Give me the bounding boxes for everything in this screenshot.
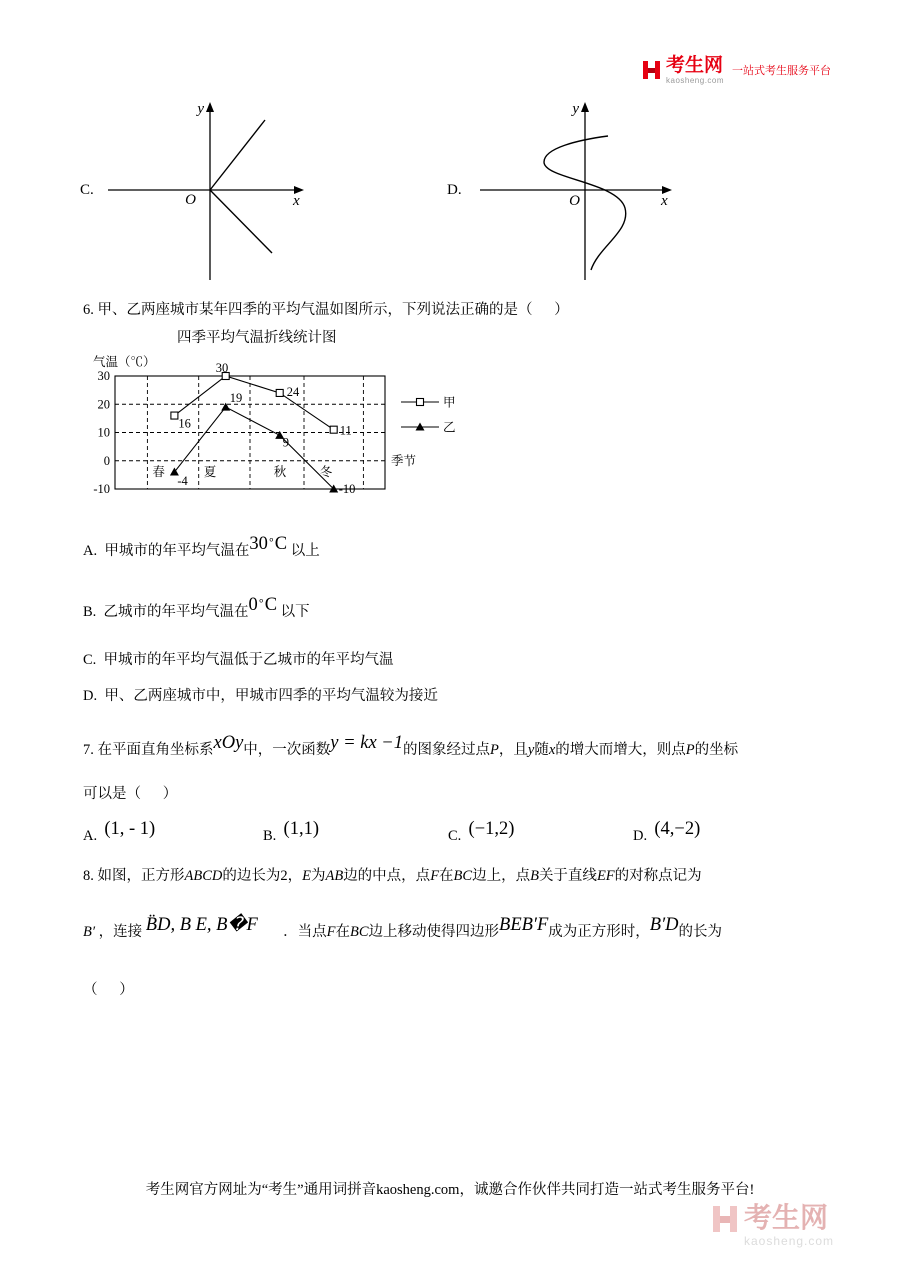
svg-text:乙: 乙 bbox=[443, 420, 456, 435]
brand-domain: kaosheng.com bbox=[666, 75, 725, 85]
svg-text:19: 19 bbox=[229, 391, 243, 406]
svg-text:16: 16 bbox=[178, 416, 191, 431]
question-8-line3: （ ） bbox=[83, 982, 134, 998]
svg-text:冬: 冬 bbox=[319, 464, 333, 479]
svg-text:夏: 夏 bbox=[203, 464, 217, 479]
option-d-label: D. bbox=[447, 182, 462, 198]
svg-text:11: 11 bbox=[339, 423, 352, 438]
q7-option-c: C. (−1,2) bbox=[448, 819, 515, 844]
svg-text:10: 10 bbox=[97, 425, 110, 440]
watermark-logo-icon bbox=[712, 1204, 738, 1234]
q6-option-c: C. 甲城市的年平均气温低于乙城市的年平均气温 bbox=[83, 652, 394, 668]
svg-text:0: 0 bbox=[103, 453, 110, 468]
season-temp-chart bbox=[85, 326, 485, 516]
d-y-axis-label: y bbox=[572, 101, 579, 117]
svg-text:秋: 秋 bbox=[273, 464, 287, 479]
svg-text:30: 30 bbox=[215, 361, 229, 375]
q6-option-a: A. 甲城市的年平均气温在30∘C 以上 bbox=[83, 534, 320, 559]
svg-text:气温（℃）: 气温（℃） bbox=[93, 355, 156, 369]
c-lower-ray bbox=[210, 190, 272, 253]
brand-tagline: 一站式考生服务平台 bbox=[732, 65, 832, 78]
q6-option-b: B. 乙城市的年平均气温在0∘C 以下 bbox=[83, 595, 310, 620]
c-x-axis-label: x bbox=[293, 193, 300, 209]
kaosheng-logo bbox=[642, 56, 831, 85]
svg-text:24: 24 bbox=[286, 384, 300, 399]
q6-option-d: D. 甲、乙两座城市中，甲城市四季的平均气温较为接近 bbox=[83, 688, 438, 704]
footer-note: 考生网官方网址为“考生”通用词拼音kaosheng.com，诚邀合作伙伴共同打造一站式考生服务平台! bbox=[145, 1182, 755, 1198]
c-upper-ray bbox=[210, 120, 265, 190]
watermark-domain: kaosheng.com bbox=[744, 1234, 835, 1248]
d-origin-label: O bbox=[569, 193, 580, 209]
svg-text:季节: 季节 bbox=[391, 453, 417, 468]
question-8-line2: B′ ，连接 B̈D, B E, B�F ．当点F在BC边上移动使得四边形BEB′F成为正方形时，B′D的长为 bbox=[83, 915, 722, 940]
d-y-arrow-icon bbox=[581, 102, 589, 112]
svg-text:9: 9 bbox=[282, 435, 289, 450]
question-8-line1: 8. 如图，正方形ABCD的边长为2，E为AB边的中点，点F在BC边上，点B关于直线EF的对称点记为 bbox=[83, 868, 702, 884]
c-origin-label: O bbox=[185, 192, 196, 208]
svg-text:-10: -10 bbox=[338, 482, 356, 496]
question-7-line2: 可以是（ ） bbox=[83, 786, 178, 802]
c-y-axis-label: y bbox=[197, 101, 204, 117]
svg-text:甲: 甲 bbox=[443, 395, 456, 410]
option-c-label: C. bbox=[80, 182, 94, 198]
kaosheng-logo-icon bbox=[642, 59, 662, 81]
brand-name: 考生网 bbox=[666, 55, 724, 76]
q7-option-d: D. (4,−2) bbox=[633, 819, 701, 844]
svg-text:春: 春 bbox=[152, 464, 165, 479]
svg-text:30: 30 bbox=[97, 369, 110, 383]
svg-text:四季平均气温折线统计图: 四季平均气温折线统计图 bbox=[177, 330, 337, 346]
d-x-axis-label: x bbox=[661, 193, 668, 209]
svg-text:-4: -4 bbox=[177, 474, 188, 489]
c-y-arrow-icon bbox=[206, 102, 214, 112]
option-d-graph bbox=[468, 98, 683, 283]
q7-option-b: B. (1,1) bbox=[263, 819, 319, 844]
svg-text:-10: -10 bbox=[93, 482, 110, 496]
q7-option-a: A. (1, - 1) bbox=[83, 819, 156, 844]
kaosheng-watermark bbox=[712, 1204, 834, 1248]
svg-text:20: 20 bbox=[97, 397, 110, 412]
question-7-line1: 7. 在平面直角坐标系xOy中，一次函数y = kx −1的图象经过点P，且y随x的增大而增大，则点P的坐标 bbox=[83, 733, 739, 758]
option-c-graph bbox=[100, 98, 315, 283]
watermark-brand: 考生网 bbox=[744, 1202, 829, 1233]
question-6-text: 6. 甲、乙两座城市某年四季的平均气温如图所示，下列说法正确的是（ ） bbox=[83, 302, 569, 318]
